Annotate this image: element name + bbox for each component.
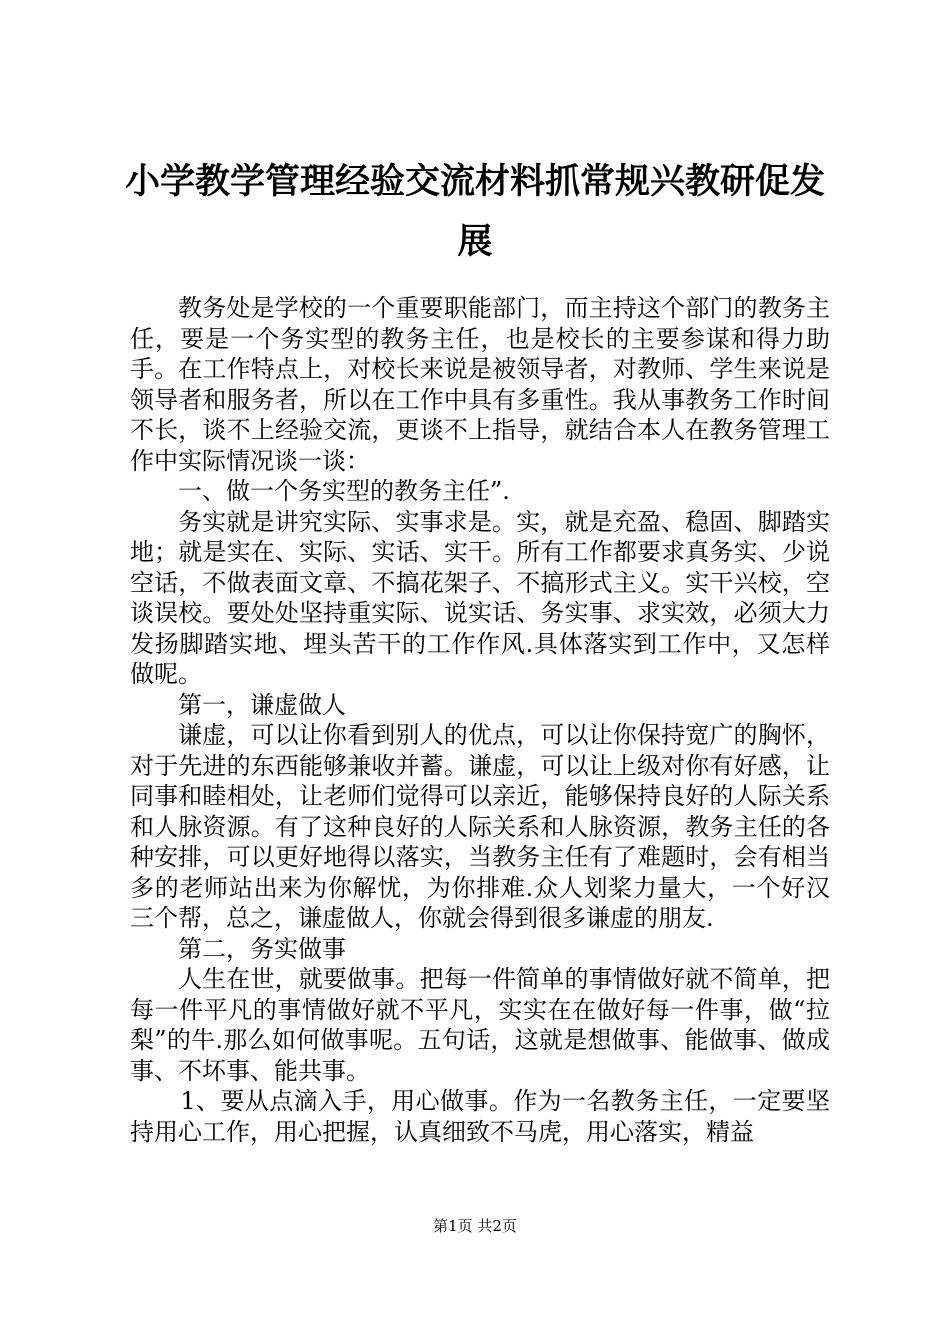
subheading-second: 第二，务实做事 xyxy=(178,934,346,963)
section-heading-1: 一、做一个务实型的教务主任”. xyxy=(178,477,510,505)
paragraph-doing-things: 人生在世，就要做事。把每一件简单的事情做好就不简单，把每一件平凡的事情做好就不平凡，实实在在做好每一件事，做“拉梨”的牛.那么如何做事呢。五句话，这就是想做事、能做事、做成事、不坏事、能共事。 xyxy=(130,965,830,1085)
page-footer: 第1页 共2页 xyxy=(433,1217,517,1235)
paragraph-pragmatism: 务实就是讲究实际、实事求是。实，就是充盈、稳固、脚踏实地；就是实在、实际、实话、实干。所有工作都要求真务实、少说空话，不做表面文章、不搞花架子、不搞形式主义。实干兴校，空谈误校。要处处坚持重实际、说实话、务实事、求实效，必须大力发扬脚踏实地、埋头苦干的工作作风.具体落实到工作中，又怎样做呢。 xyxy=(130,507,830,688)
paragraph-modesty: 谦虚，可以让你看到别人的优点，可以让你保持宽广的胸怀，对于先进的东西能够兼收并蓄。谦虚，可以让上级对你有好感，让同事和睦相处，让老师们觉得可以亲近，能够保持良好的人际关系和人脉资源。有了这种良好的人际关系和人脉资源，教务主任的各种安排，可以更好地得以落实，当教务主任有了难题时，会有相当多的老师站出来为你解忧，为你排难.众人划桨力量大，一个好汉三个帮，总之，谦虚做人，你就会得到很多谦虚的朋友. xyxy=(130,721,830,932)
subheading-first: 第一，谦虚做人 xyxy=(178,690,346,719)
paragraph-intro: 教务处是学校的一个重要职能部门，而主持这个部门的教务主任，要是一个务实型的教务主任，也是校长的主要参谋和得力助手。在工作特点上，对校长来说是被领导者，对教师、学生来说是领导者和服务者，所以在工作中具有多重性。我从事教务工作时间不长，谈不上经验交流，更谈不上指导，就结合本人在教务管理工作中实际情况谈一谈： xyxy=(130,294,830,475)
paragraph-point-1: 1、要从点滴入手，用心做事。作为一名教务主任，一定要坚持用心工作，用心把握，认真细致不马虎，用心落实，精益 xyxy=(130,1087,830,1146)
document-body xyxy=(130,293,830,1147)
document-title-line1: 小学教学管理经验交流材料抓常规兴教研促发 xyxy=(125,162,826,202)
document-title-line2: 展 xyxy=(457,222,493,262)
